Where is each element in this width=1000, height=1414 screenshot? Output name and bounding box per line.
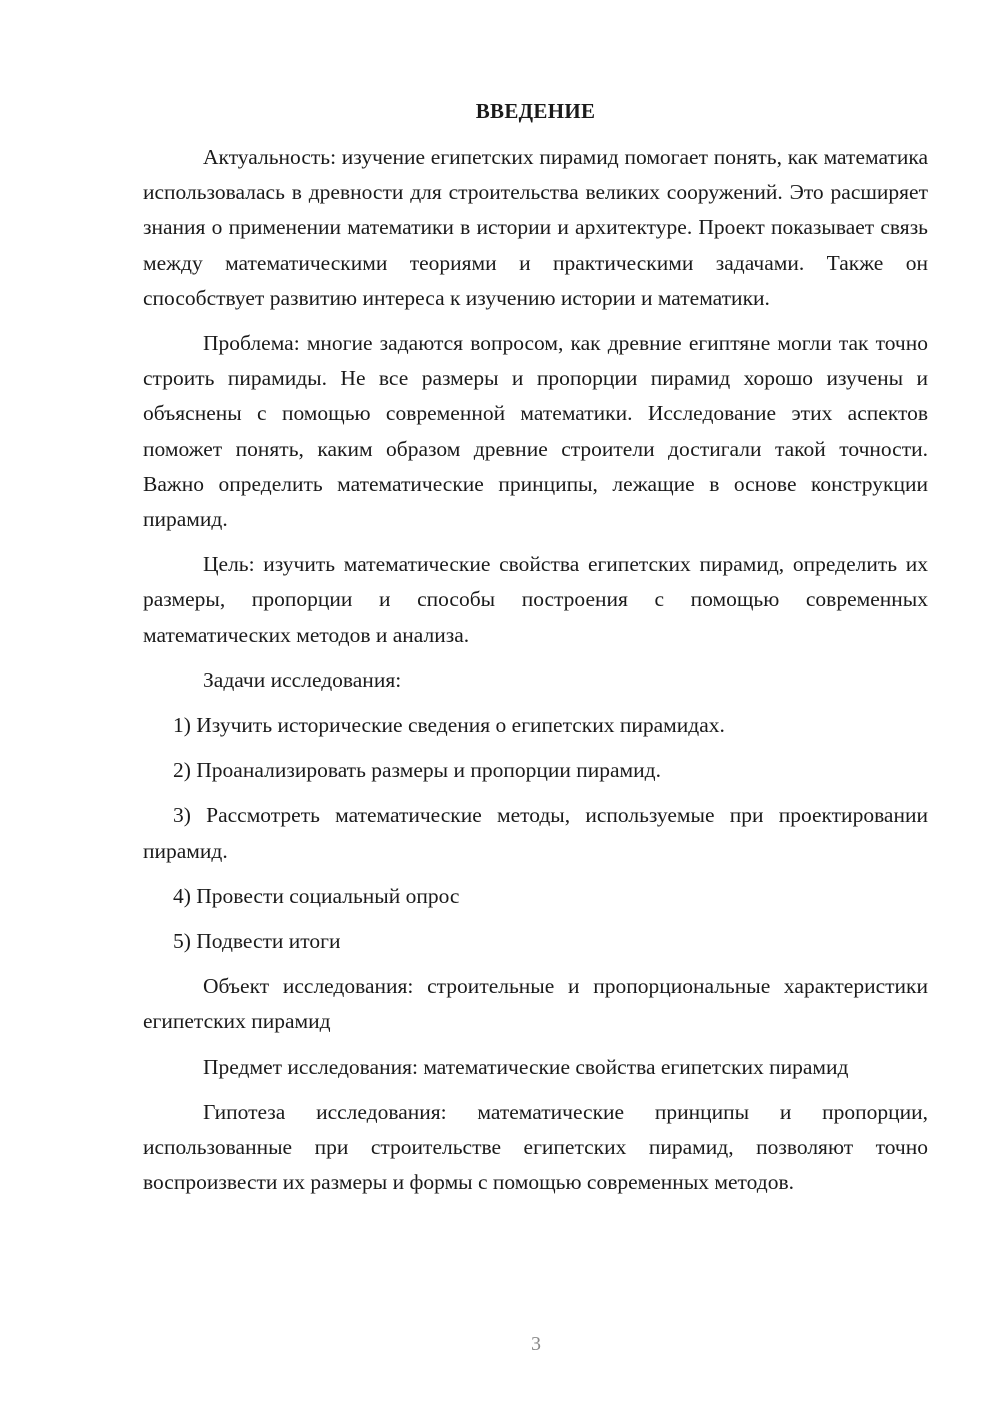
- task-item-2: 2) Проанализировать размеры и пропорции пирамид.: [173, 758, 661, 783]
- tasks-heading: Задачи исследования:: [203, 667, 402, 692]
- task-item-3: 3) Рассмотреть математические методы, используемые при проектировании пирамид.: [143, 803, 928, 863]
- subject-paragraph: Предмет исследования: математические свойства египетских пирамид: [203, 1054, 849, 1079]
- object-paragraph: Объект исследования: строительные и пропорциональные характеристики египетских пирамид: [143, 974, 928, 1034]
- hypothesis-paragraph: Гипотеза исследования: математические принципы и пропорции, использованные при строительстве египетских пирамид, позволяют точно воспроизвести их размеры и формы с помощью современных методов.: [143, 1099, 928, 1195]
- page-title: ВВЕДЕНИЕ: [475, 99, 596, 123]
- relevance-paragraph: Актуальность: изучение египетских пирамид помогает понять, как математика использовалась в древности для строительства великих сооружений. Это расширяет знания о применении математики в истории и архитектуре. Проект показывает связь между математическими теориями и практическими задачами. Также он способствует развитию интереса к изучению истории и математики.: [143, 145, 928, 310]
- task-item-1: 1) Изучить исторические сведения о египетских пирамидах.: [173, 713, 725, 738]
- page-number: 3: [531, 1333, 541, 1355]
- page-content: [143, 96, 928, 1210]
- problem-paragraph: Проблема: многие задаются вопросом, как древние египтяне могли так точно строить пирамиды. Не все размеры и пропорции пирамид хорошо изучены и объяснены с помощью современной математики. Исследование этих аспектов поможет понять, каким образом древние строители достигали такой точности. Важно определить математические принципы, лежащие в основе конструкции пирамид.: [143, 331, 928, 532]
- goal-paragraph: Цель: изучить математические свойства египетских пирамид, определить их размеры, пропорции и способы построения с помощью современных математических методов и анализа.: [143, 552, 928, 647]
- task-item-5: 5) Подвести итоги: [173, 929, 341, 954]
- task-item-4: 4) Провести социальный опрос: [173, 883, 460, 908]
